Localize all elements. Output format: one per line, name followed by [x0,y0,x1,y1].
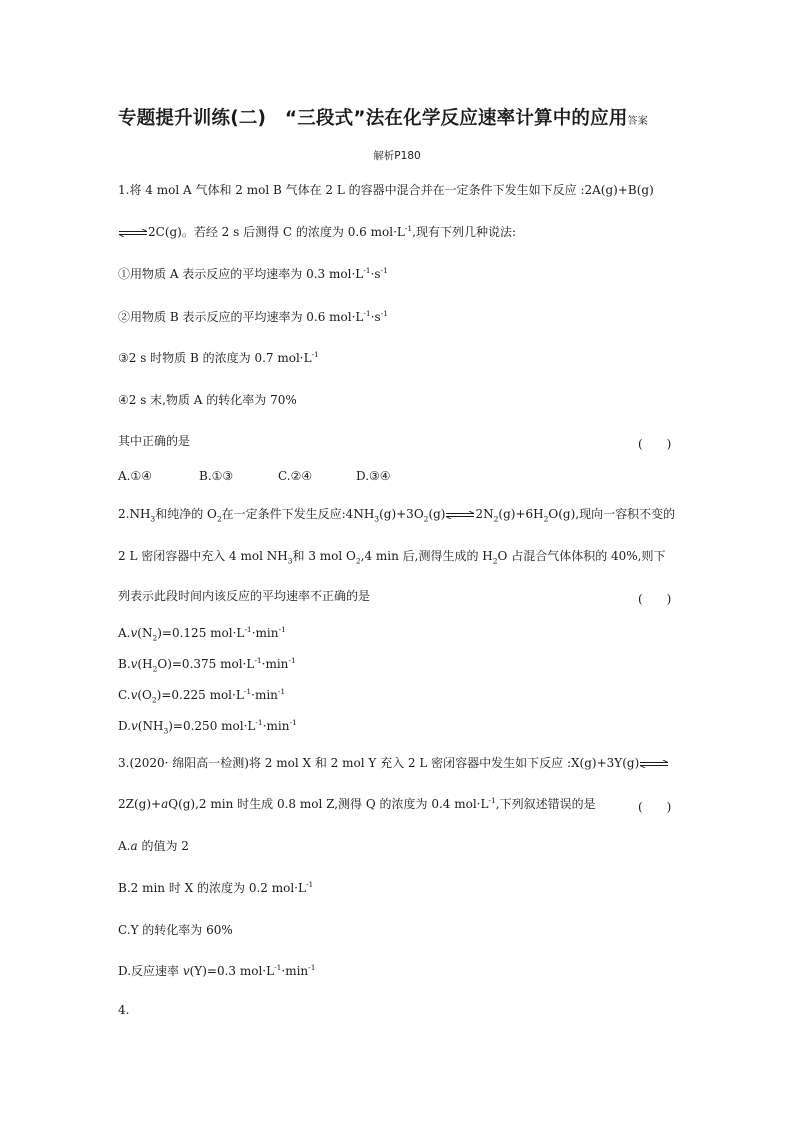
q2-option-a: $A.v(N_2)=0.125$ $mol\cdot L^{-1}\cdot\min^{-1}$ [118,625,286,643]
q2-line2: 2 L 密闭容器中充入 4 mol $NH_3$和 3 mol $O_2,4$ min 后,测得生成的 $H_2O$ 占混合气体体积的 40%,则下 [118,549,666,566]
q3-option-b: B.2 min 时 X 的浓度为 0.2 $mol\cdot L^{-1}$ [118,880,314,895]
q1-option-d: D.③④ [356,469,391,483]
q2-option-d: $D.v(NH_3)=0.250$ $mol\cdot L^{-1}\cdot\min^{-1}$ [118,718,297,736]
q2-option-b: $B.v(H_2O)=0.375$ $mol\cdot L^{-1}\cdot\min^{-1}$ [118,656,296,674]
q1-stem: 其中正确的是 [118,434,191,448]
q1-line1: 1.将 4 mol A 气体和 2 mol B 气体在 2 L 的容器中混合并在一定条件下发生如下反应 :2A(g)+B(g) [118,183,654,197]
q2-option-c: $C.v(O_2)=0.225$ $mol\cdot L^{-1}\cdot\min^{-1}$ [118,687,286,705]
answer-label: 答案 [627,116,648,127]
q1-option-a: A.①④ [118,469,152,483]
q3-option-a: A.a 的值为 2 [118,839,189,853]
q4-label: 4. [118,1003,130,1017]
equilibrium-arrow-icon [445,511,475,519]
q3-line2: 2Z(g)+aQ(g),2 min 时生成 0.8 mol Z,测得 Q 的浓度为 0.4 $mol\cdot L^{-1}$,下列叙述错误的是 [118,796,596,811]
title-text: 专题提升训练(二) “三段式”法在化学反应速率计算中的应用 [118,108,628,129]
q1-option-b: B.①③ [199,469,234,483]
q3-line1: 3.(2020· 绵阳高一检测)将 2 mol X 和 2 mol Y 充入 2 L 密闭容器中发生如下反应 :X(g)+3Y(g) [118,755,669,771]
page-title [118,104,678,130]
equilibrium-arrow-icon [118,229,148,237]
answer-page-reference: 解析P180 [373,150,421,162]
equilibrium-arrow-icon [639,760,669,768]
q1-line2: 2C(g)。若经 2 s 后测得 C 的浓度为 0.6 $mol\cdot L^{-1}$,现有下列几种说法: [118,224,516,240]
q1-statement-4: ④2 s 末,物质 A 的转化率为 70% [118,393,297,407]
q3-answer-blank: ( ) [638,800,672,814]
q2-line3: 列表示此段时间内该反应的平均速率不正确的是 [118,589,371,603]
q1-option-c: C.②④ [278,469,313,483]
q3-option-d: D.反应速率 v(Y)=0.3 $mol\cdot L^{-1}\cdot\min^{-1}$ [118,963,316,978]
q1-statement-2: ②用物质 B 表示反应的平均速率为 0.6 $mol\cdot L^{-1}\cdot s^{-1}$ [118,309,388,324]
q1-statement-3: ③2 s 时物质 B 的浓度为 0.7 $mol\cdot L^{-1}$ [118,350,319,365]
q3-option-c: C.Y 的转化率为 60% [118,923,233,937]
q2-line1: $2.NH_3$和纯净的 $O_2$在一定条件下发生反应$:4NH_3(g)+3O_2(g)$ $2N_2(g)+6H_2O(g)$,现向一容积不变的 [118,507,676,524]
q1-statement-1: ①用物质 A 表示反应的平均速率为 0.3 $mol\cdot L^{-1}\cdot s^{-1}$ [118,266,388,281]
q1-answer-blank: ( ) [638,437,672,451]
q2-answer-blank: ( ) [638,592,672,606]
q1-options [118,468,391,484]
